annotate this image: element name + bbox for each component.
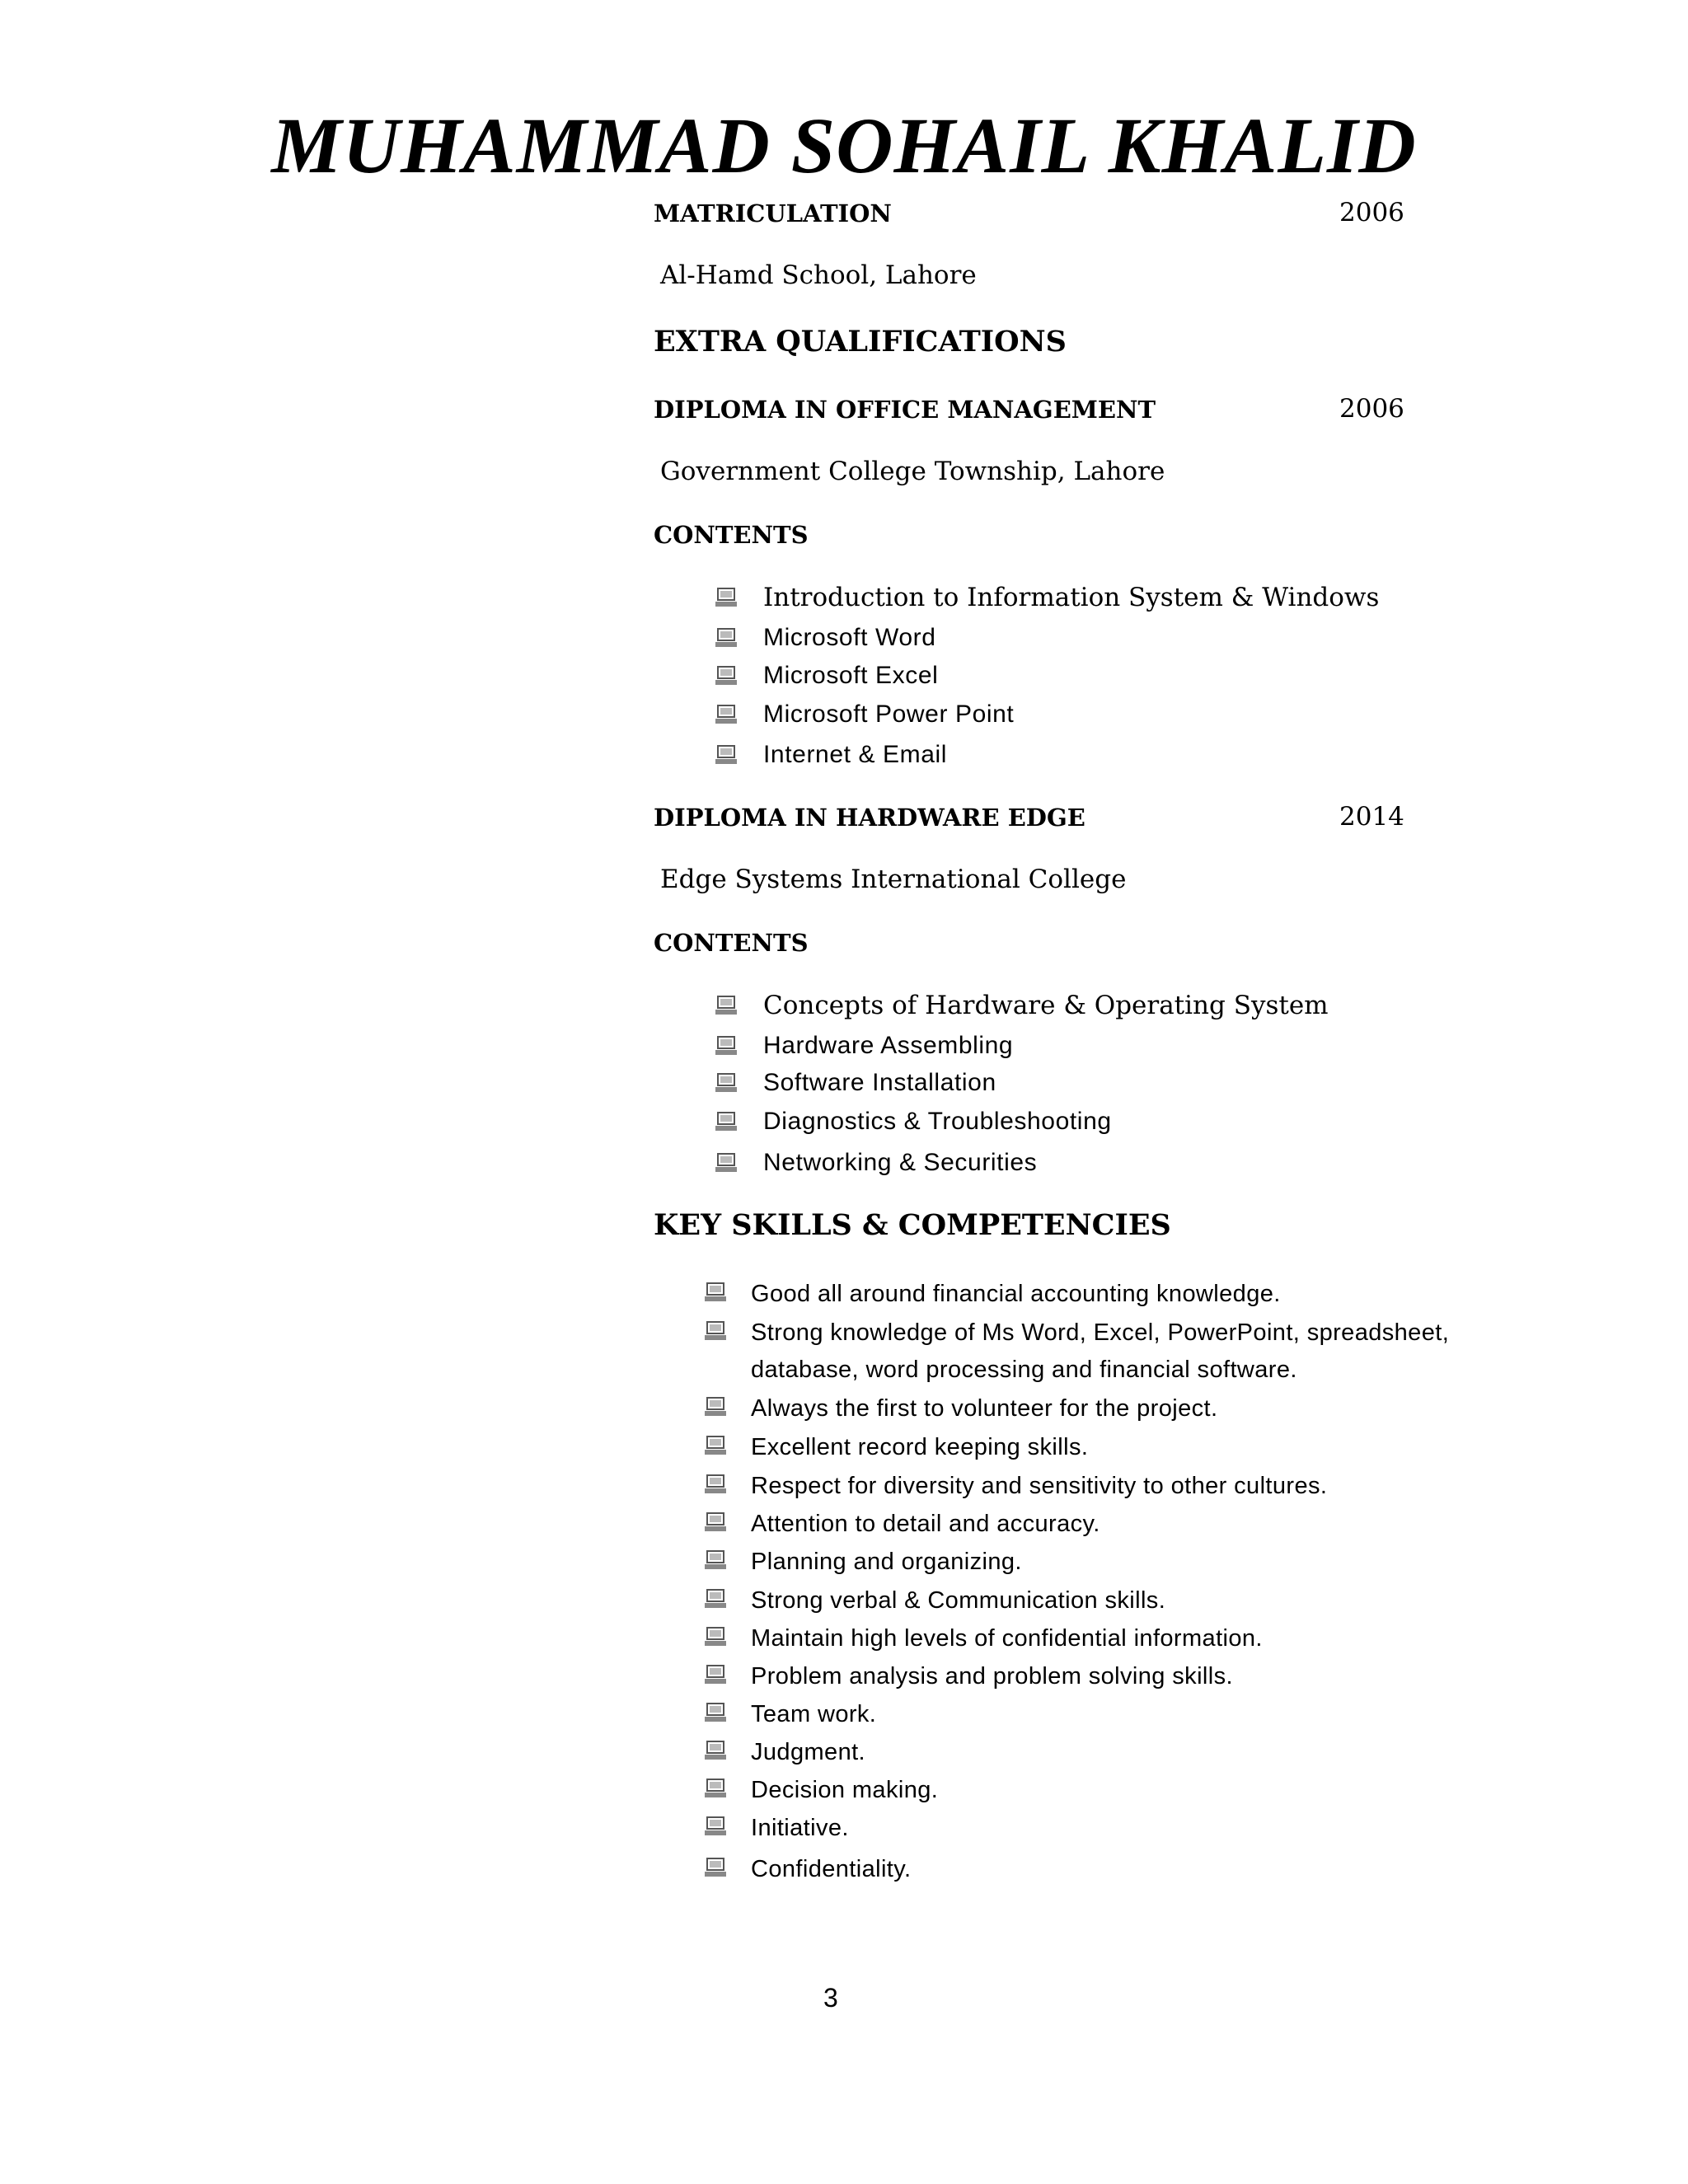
list-item [703, 1698, 876, 1731]
computer-icon [703, 1319, 728, 1343]
diploma-office-institution: Government College Township, Lahore [660, 457, 1165, 486]
list-item [703, 1277, 1281, 1310]
list-item [703, 1736, 865, 1769]
computer-icon [703, 1473, 728, 1496]
list-item-label: Decision making. [751, 1777, 939, 1803]
list-item-label: Good all around financial accounting knowledge. [751, 1281, 1281, 1307]
list-item [714, 991, 1329, 1020]
list-item-label: Maintain high levels of confidential information. [751, 1625, 1263, 1652]
list-item-label: Strong knowledge of Ms Word, Excel, PowerPoint, spreadsheet, [751, 1319, 1450, 1346]
computer-icon [714, 1034, 738, 1057]
computer-icon [703, 1663, 728, 1686]
list-item [714, 661, 938, 691]
list-item-label: Hardware Assembling [763, 1032, 1014, 1059]
list-item-label: Team work. [751, 1701, 877, 1727]
list-item-label: Always the first to volunteer for the project. [751, 1395, 1218, 1422]
list-item-label: Introduction to Information System & Windows [763, 583, 1380, 612]
list-item [703, 1660, 1233, 1693]
list-item-label: Microsoft Power Point [763, 701, 1015, 728]
computer-icon [703, 1856, 728, 1879]
diploma-office-contents-label: CONTENTS [654, 521, 809, 549]
computer-icon [703, 1395, 728, 1418]
computer-icon [703, 1625, 728, 1648]
list-item [714, 583, 1379, 612]
computer-icon [714, 664, 738, 687]
list-item-label: Confidentiality. [751, 1856, 912, 1882]
diploma-office-year: 2006 [1339, 394, 1404, 424]
list-item [703, 1622, 1263, 1655]
list-item [703, 1545, 1022, 1578]
list-item-label: Microsoft Word [763, 624, 936, 651]
computer-icon [703, 1511, 728, 1534]
list-item [703, 1469, 1327, 1502]
list-item [714, 623, 936, 653]
diploma-hardware-year: 2014 [1339, 802, 1404, 832]
list-item-label: Attention to detail and accuracy. [751, 1511, 1100, 1537]
computer-icon [714, 743, 738, 766]
list-item [703, 1853, 911, 1886]
computer-icon [703, 1587, 728, 1610]
computer-icon [714, 1071, 738, 1094]
list-item [714, 740, 947, 770]
page-number: 3 [823, 1983, 838, 2013]
list-item [703, 1507, 1100, 1540]
computer-icon [703, 1281, 728, 1304]
computer-icon [703, 1549, 728, 1572]
list-item [714, 700, 1014, 729]
list-item [703, 1316, 1449, 1349]
list-item-continuation: database, word processing and financial software. [751, 1357, 1297, 1383]
list-item [703, 1584, 1165, 1617]
key-skills-heading: KEY SKILLS & COMPETENCIES [654, 1208, 1171, 1242]
list-item-label: Respect for diversity and sensitivity to other cultures. [751, 1473, 1328, 1499]
computer-icon [703, 1739, 728, 1762]
diploma-hardware-contents-label: CONTENTS [654, 929, 809, 957]
computer-icon [703, 1701, 728, 1724]
list-item-label: Planning and organizing. [751, 1549, 1022, 1575]
list-item-label: Internet & Email [763, 741, 948, 768]
matriculation-year: 2006 [1339, 198, 1404, 227]
resume-name: MUHAMMAD SOHAIL KHALID [271, 101, 1417, 190]
list-item [703, 1431, 1088, 1464]
list-item-label: Networking & Securities [763, 1149, 1038, 1176]
list-item [714, 1107, 1112, 1137]
computer-icon [703, 1777, 728, 1800]
list-item [703, 1774, 938, 1807]
computer-icon [703, 1434, 728, 1457]
list-item [714, 1031, 1013, 1061]
list-item-label: Initiative. [751, 1815, 849, 1841]
list-item-label: Software Installation [763, 1069, 996, 1096]
computer-icon [714, 1151, 738, 1174]
computer-icon [714, 994, 738, 1017]
list-item-label: Excellent record keeping skills. [751, 1434, 1089, 1460]
matriculation-title: MATRICULATION [654, 199, 892, 227]
matriculation-institution: Al-Hamd School, Lahore [660, 260, 977, 290]
list-item-label: Problem analysis and problem solving skills. [751, 1663, 1233, 1690]
extra-qualifications-heading: EXTRA QUALIFICATIONS [654, 325, 1067, 359]
computer-icon [714, 1110, 738, 1133]
list-item [703, 1392, 1217, 1425]
list-item-label: Concepts of Hardware & Operating System [763, 991, 1329, 1020]
list-item [714, 1148, 1037, 1178]
list-item-label: Microsoft Excel [763, 662, 939, 689]
diploma-hardware-institution: Edge Systems International College [660, 865, 1127, 894]
diploma-hardware-title: DIPLOMA IN HARDWARE EDGE [654, 804, 1085, 832]
diploma-office-title: DIPLOMA IN OFFICE MANAGEMENT [654, 396, 1156, 424]
list-item [714, 1068, 996, 1098]
computer-icon [714, 626, 738, 649]
list-item-label: Judgment. [751, 1739, 866, 1765]
list-item-label: Diagnostics & Troubleshooting [763, 1108, 1112, 1135]
computer-icon [714, 586, 738, 609]
computer-icon [714, 703, 738, 726]
list-item [703, 1811, 849, 1844]
computer-icon [703, 1815, 728, 1838]
list-item-label: Strong verbal & Communication skills. [751, 1587, 1166, 1614]
